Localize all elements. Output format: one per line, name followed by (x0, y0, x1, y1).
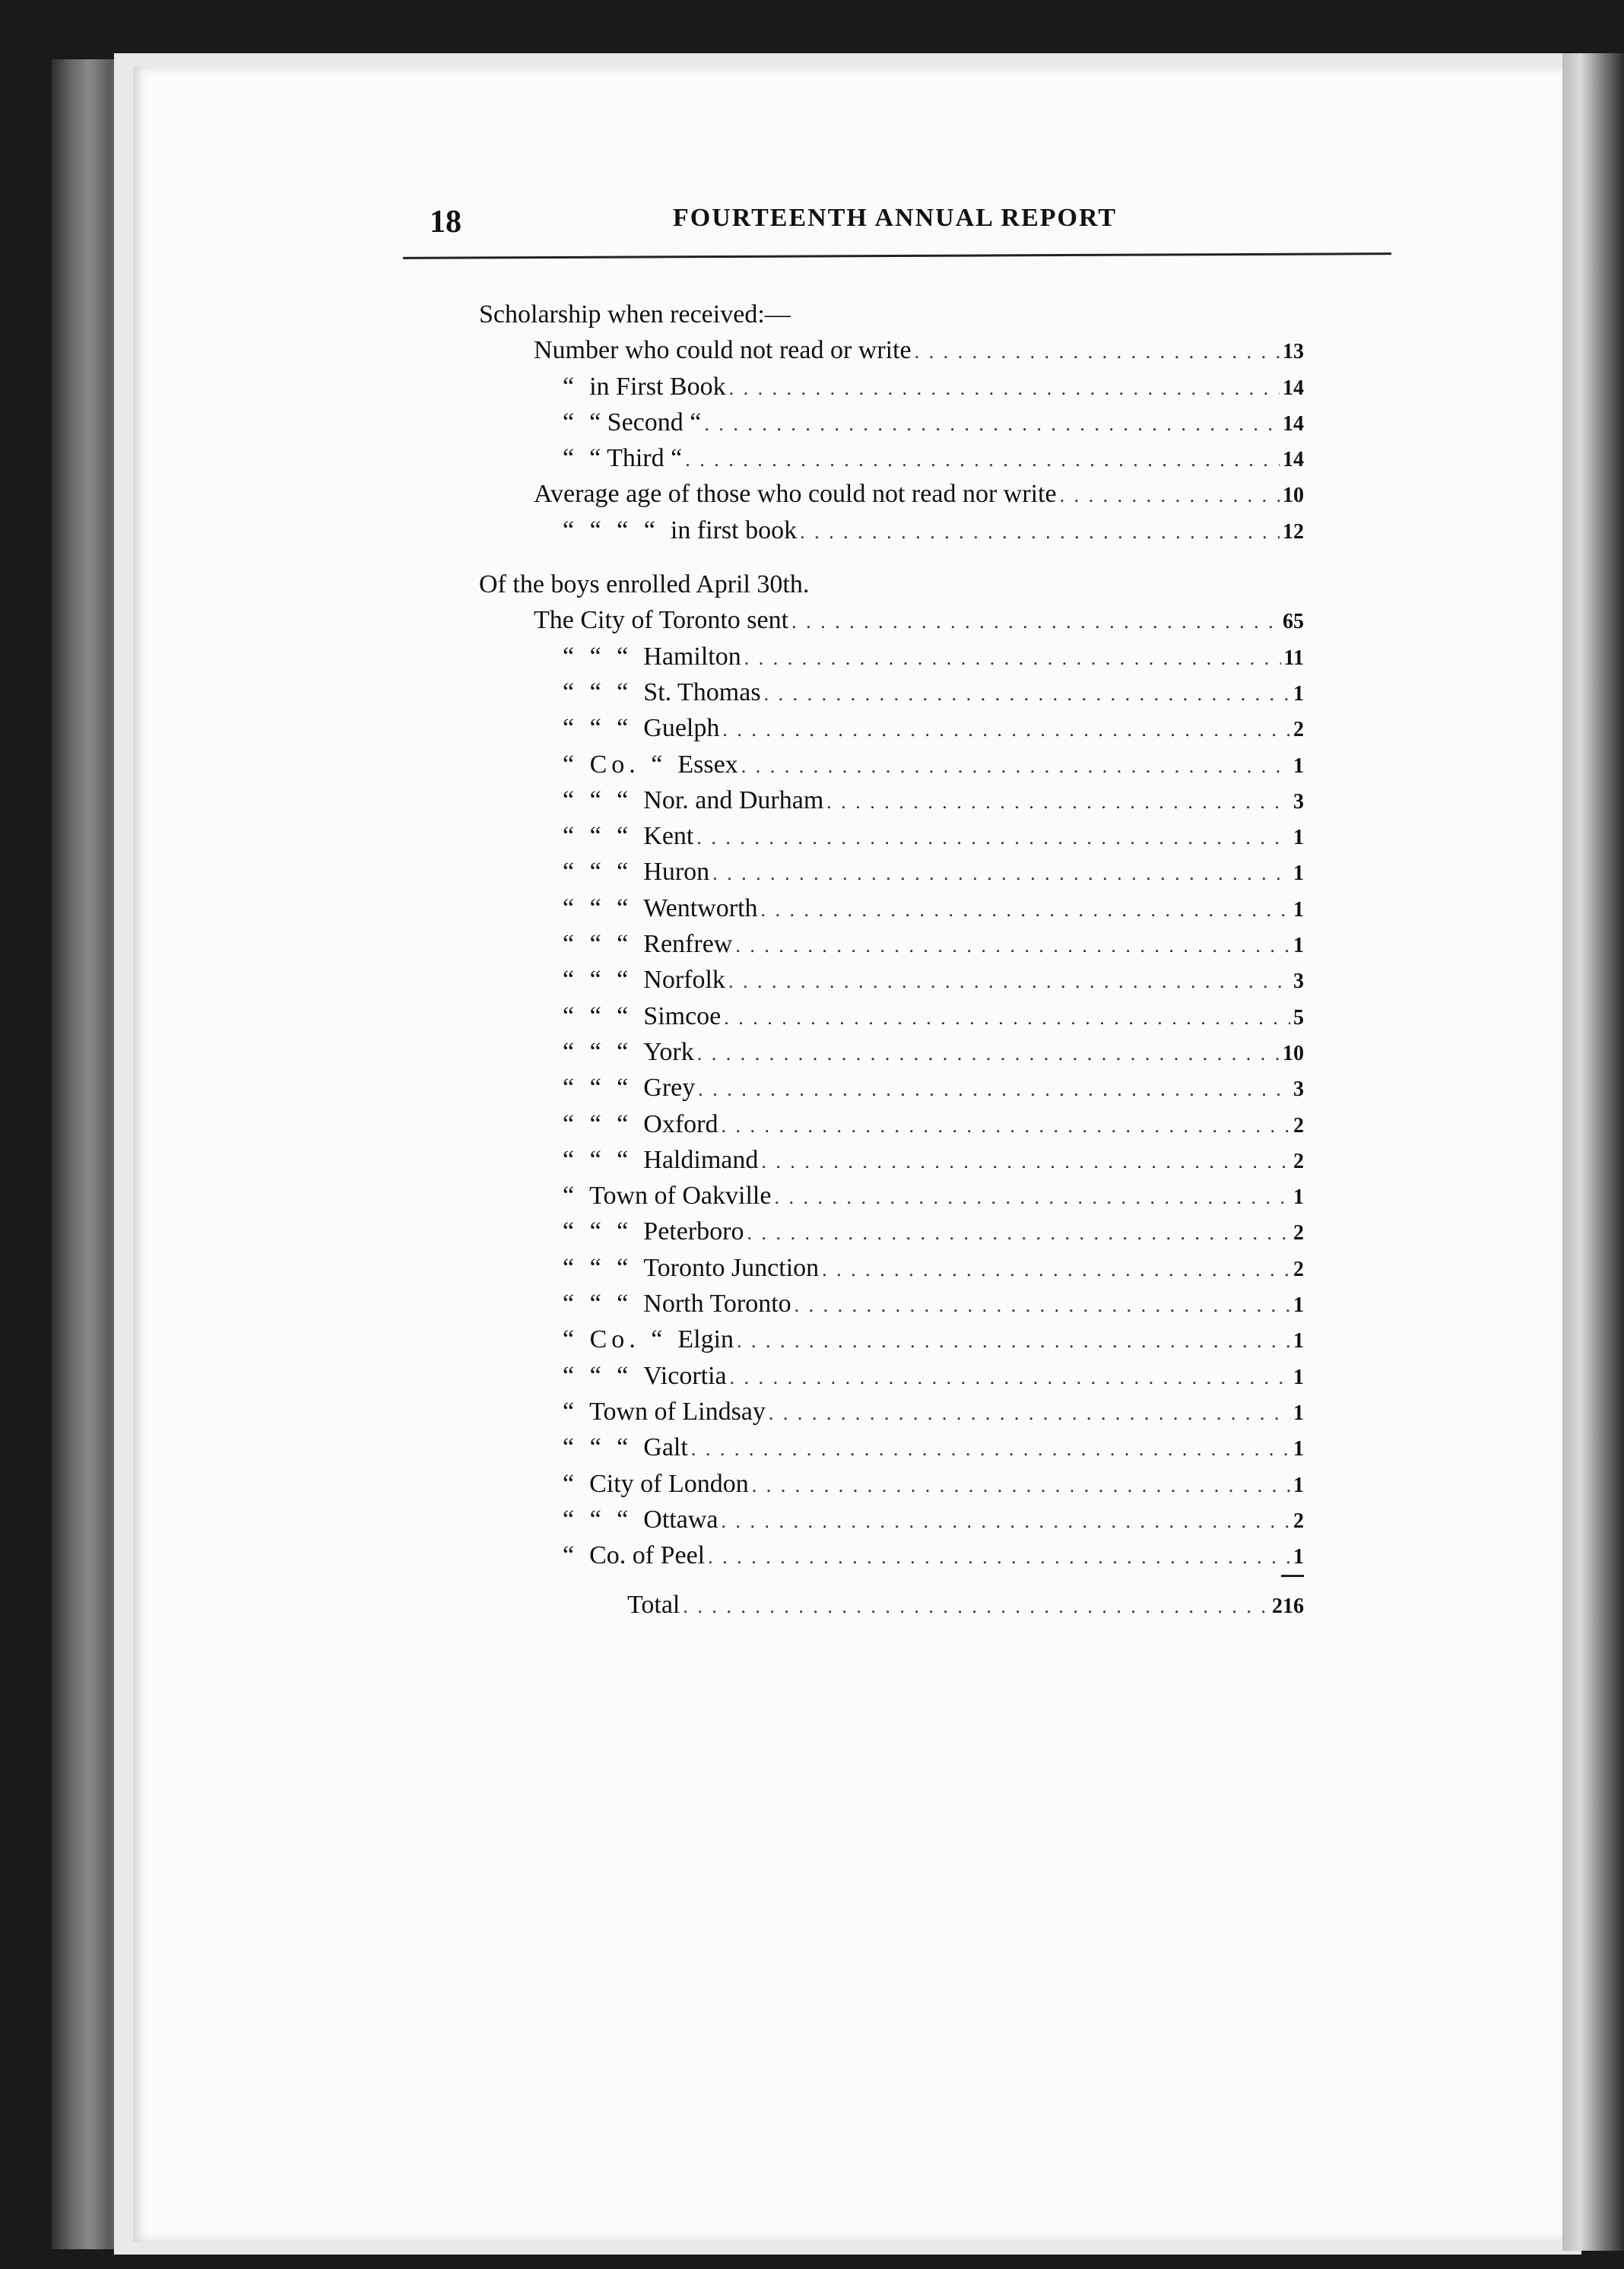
list-item (479, 1034, 1304, 1070)
entry-label: City of London (589, 1469, 749, 1498)
list-item (479, 710, 1304, 746)
ditto-marks: “ “ “ (563, 966, 633, 995)
running-title: FOURTEENTH ANNUAL REPORT (673, 204, 1118, 232)
entry-label: Toronto Junction (643, 1253, 820, 1282)
list-item (479, 476, 1304, 512)
entry-value: 13 (1283, 340, 1304, 364)
page-header (430, 204, 1388, 249)
leader-dots (721, 1503, 1290, 1539)
entry-value: 2 (1293, 1113, 1304, 1138)
entry-value: 1 (1293, 897, 1304, 922)
list-item (479, 1322, 1304, 1357)
list-item (479, 1070, 1304, 1106)
list-item (479, 782, 1304, 818)
entry-value: 2 (1293, 1149, 1304, 1173)
entry-label: St. Thomas (643, 678, 761, 706)
ditto-marks: “ “ “ (563, 1253, 633, 1282)
ditto-marks: “ (563, 1541, 579, 1570)
entry-value: 10 (1283, 484, 1304, 508)
list-item (479, 818, 1304, 854)
leader-dots (735, 928, 1290, 963)
leader-dots (721, 1108, 1290, 1144)
entry-value: 1 (1293, 1365, 1304, 1389)
entry-value: 1 (1293, 1545, 1304, 1569)
list-item (479, 1358, 1304, 1394)
ditto-marks: “ “ “ (563, 930, 633, 959)
ditto-marks: “ (563, 1182, 579, 1211)
ditto-marks: “ (563, 1397, 579, 1426)
entry-value: 1 (1293, 754, 1304, 778)
entry-label: The City of Toronto sent (534, 606, 789, 635)
ditto-marks: “ “ “ (563, 1217, 633, 1246)
list-item (479, 513, 1304, 548)
entry-label: “ Second “ (589, 408, 702, 436)
entry-value: 10 (1283, 1041, 1304, 1065)
scholarship-list (479, 332, 1304, 548)
entry-label: Simcoe (643, 1001, 722, 1030)
leader-dots (800, 514, 1280, 550)
entry-label: in first book (670, 516, 798, 544)
entry-label: Renfrew (643, 930, 733, 959)
leader-dots (761, 1144, 1290, 1179)
ditto-marks: “ (563, 408, 579, 436)
enrolled-list (479, 602, 1304, 1573)
page-number: 18 (430, 205, 462, 240)
ditto-marks: “ “ “ (563, 858, 633, 887)
entry-value: 1 (1293, 934, 1304, 958)
entry-value: 1 (1293, 1293, 1304, 1318)
leader-dots (741, 748, 1290, 784)
leader-dots (1060, 478, 1280, 513)
entry-value: 12 (1283, 519, 1304, 544)
ditto-marks: “ (563, 444, 579, 473)
entry-label: Grey (643, 1074, 696, 1103)
entry-label: York (643, 1037, 694, 1066)
ditto-marks: “ “ “ (563, 642, 633, 671)
entry-label: Kent (643, 822, 694, 851)
leader-dots (747, 1215, 1290, 1251)
ditto-marks: “ “ “ (563, 1037, 633, 1066)
leader-dots (764, 676, 1290, 712)
leader-dots (704, 406, 1280, 442)
ditto-marks: “ (563, 372, 579, 401)
entry-label: Average age of those who could not read nor write (534, 480, 1057, 509)
leader-dots (730, 1360, 1290, 1395)
entry-value: 14 (1283, 448, 1304, 472)
list-item (479, 962, 1304, 998)
entry-value: 1 (1293, 1401, 1304, 1425)
leader-dots (698, 1071, 1290, 1107)
ditto-marks: “ “ “ (563, 893, 633, 922)
ditto-marks: “ “ “ (563, 1361, 633, 1390)
leader-dots (915, 334, 1280, 370)
ditto-marks: “ “ “ (563, 714, 633, 743)
list-item (479, 602, 1304, 638)
list-item (479, 1214, 1304, 1249)
leader-dots (696, 820, 1290, 855)
entry-label: Co. of Peel (589, 1541, 706, 1570)
list-item (479, 1538, 1304, 1573)
list-item (479, 747, 1304, 782)
entry-label: Ottawa (643, 1505, 718, 1534)
leader-dots (791, 604, 1280, 639)
leader-dots (729, 370, 1280, 406)
list-item (479, 1178, 1304, 1214)
entry-value: 1 (1293, 1329, 1304, 1353)
entry-label: Nor. and Durham (643, 785, 824, 814)
leader-dots (722, 712, 1290, 747)
entry-value: 3 (1293, 1077, 1304, 1102)
ditto-marks: “ “ “ (563, 1001, 633, 1030)
entry-value: 1 (1293, 826, 1304, 850)
entry-label: Essex (677, 750, 738, 779)
entry-value: 3 (1293, 969, 1304, 994)
list-item (479, 890, 1304, 926)
total-label: Total (627, 1591, 680, 1620)
entry-value: 1 (1293, 1437, 1304, 1461)
total-value: 216 (1272, 1595, 1304, 1619)
entry-label: Wentworth (643, 893, 758, 922)
leader-dots (685, 442, 1280, 478)
leader-dots (822, 1252, 1290, 1287)
leader-dots (724, 1000, 1290, 1036)
list-item (479, 1286, 1304, 1322)
ditto-marks: “ “ “ (563, 1290, 633, 1319)
total-rule (479, 1573, 1304, 1584)
enrolled-heading: Of the boys enrolled April 30th. (479, 570, 810, 599)
entry-value: 2 (1293, 1221, 1304, 1246)
list-item (479, 332, 1304, 368)
entry-label: Galt (643, 1433, 688, 1462)
entry-value: 2 (1293, 1257, 1304, 1281)
leader-dots (752, 1468, 1290, 1503)
ditto-marks: “ Co. “ (563, 750, 668, 779)
entry-label: Town of Oakville (589, 1182, 772, 1211)
ditto-marks: “ (563, 1469, 579, 1498)
list-item (479, 440, 1304, 476)
ditto-marks: “ “ “ (563, 1109, 633, 1138)
entry-label: Haldimand (643, 1145, 759, 1174)
entry-value: 1 (1293, 681, 1304, 706)
ditto-marks: “ “ “ (563, 678, 633, 706)
entry-value: 14 (1283, 411, 1304, 436)
entry-value: 65 (1283, 610, 1304, 634)
entry-label: in First Book (589, 372, 726, 401)
leader-dots (737, 1323, 1290, 1359)
report-content (479, 297, 1304, 1623)
entry-label: North Toronto (643, 1290, 791, 1319)
entry-value: 1 (1293, 862, 1304, 886)
list-item (479, 1106, 1304, 1142)
entry-label: Vicortia (643, 1361, 727, 1390)
leader-dots (826, 784, 1290, 820)
ditto-marks: “ “ “ (563, 785, 633, 814)
entry-label: Peterboro (643, 1217, 744, 1246)
leader-dots (697, 1036, 1280, 1071)
list-item (479, 854, 1304, 890)
ditto-marks: “ “ “ (563, 1433, 633, 1462)
leader-dots (728, 963, 1290, 999)
entry-label: Hamilton (643, 642, 741, 671)
list-item (479, 1466, 1304, 1502)
leader-dots (774, 1179, 1290, 1215)
leader-dots (712, 855, 1290, 891)
ditto-marks: “ “ “ (563, 1505, 633, 1534)
right-page-edge (1562, 53, 1624, 2251)
entry-label: Guelph (643, 714, 720, 743)
ditto-marks: “ Co. “ (563, 1325, 668, 1354)
entry-value: 1 (1293, 1473, 1304, 1497)
list-item (479, 1394, 1304, 1430)
list-item (479, 674, 1304, 710)
list-item (479, 1142, 1304, 1178)
entry-label: Elgin (677, 1325, 734, 1354)
list-item (479, 405, 1304, 440)
leader-dots (683, 1588, 1269, 1624)
total-row (479, 1587, 1304, 1623)
ditto-marks: “ “ “ (563, 1074, 633, 1103)
leader-dots (708, 1539, 1290, 1575)
entry-label: “ Third “ (589, 444, 683, 473)
ditto-marks: “ “ “ (563, 822, 633, 851)
entry-label: Oxford (643, 1109, 718, 1138)
entry-value: 1 (1293, 1185, 1304, 1210)
leader-dots (769, 1395, 1290, 1431)
entry-value: 5 (1293, 1005, 1304, 1030)
entry-label: Norfolk (643, 966, 725, 995)
ditto-marks: “ “ “ “ (563, 516, 660, 544)
list-item (479, 926, 1304, 962)
list-item (479, 1430, 1304, 1465)
entry-label: Town of Lindsay (589, 1397, 766, 1426)
list-item (479, 1502, 1304, 1538)
list-item (479, 639, 1304, 674)
list-item (479, 1250, 1304, 1286)
leader-dots (691, 1431, 1290, 1467)
list-item (479, 369, 1304, 405)
entry-value: 2 (1293, 1509, 1304, 1533)
entry-value: 2 (1293, 718, 1304, 742)
entry-label: Huron (643, 858, 710, 887)
leader-dots (744, 640, 1281, 676)
leader-dots (795, 1287, 1290, 1323)
entry-value: 14 (1283, 376, 1304, 400)
list-item (479, 998, 1304, 1034)
scholarship-heading: Scholarship when received:— (479, 300, 791, 328)
entry-label: Number who could not read or write (534, 336, 912, 365)
leader-dots (761, 892, 1290, 928)
ditto-marks: “ “ “ (563, 1145, 633, 1174)
entry-value: 3 (1293, 789, 1304, 814)
entry-value: 11 (1283, 646, 1304, 670)
